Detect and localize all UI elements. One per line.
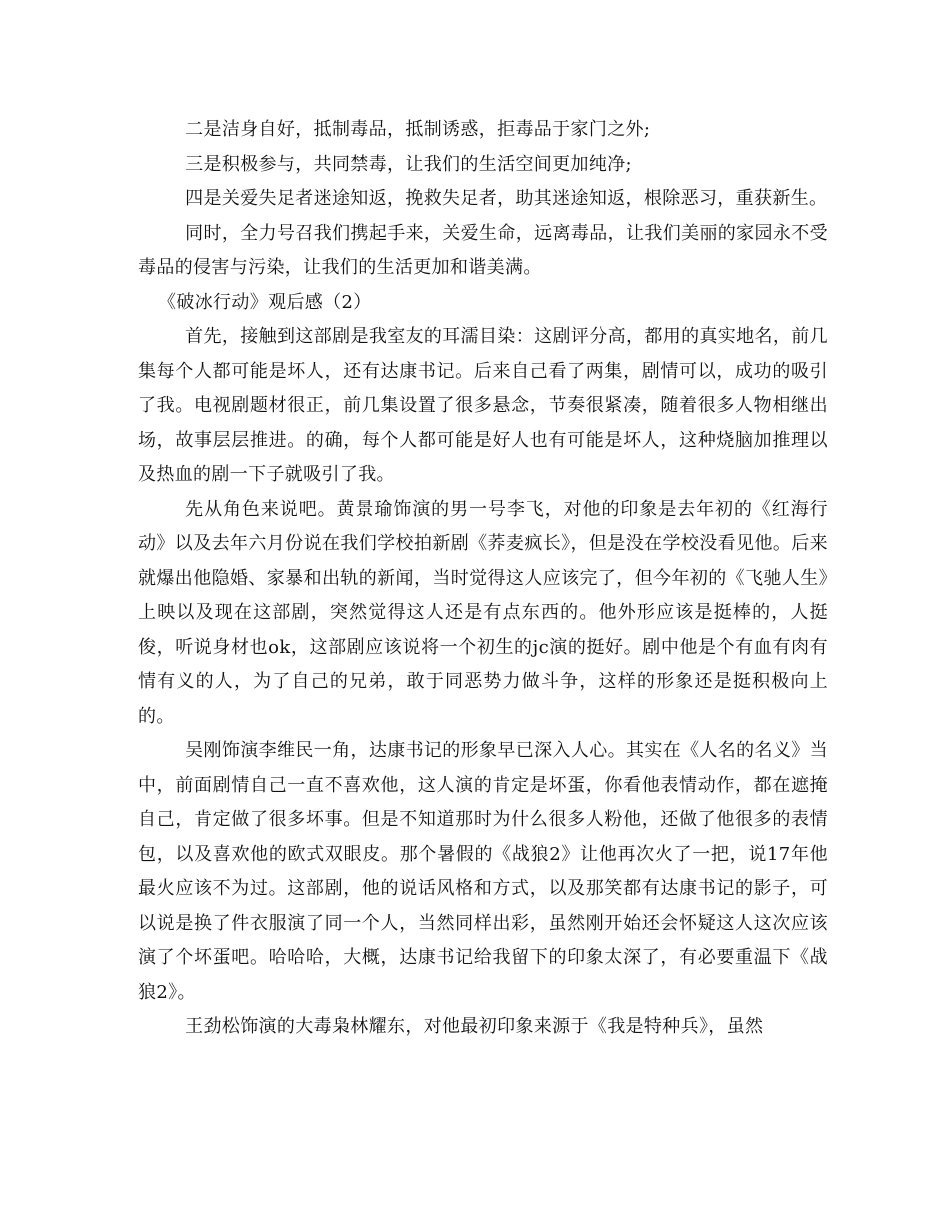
paragraph-li-weimin: 吴刚饰演李维民一角，达康书记的形象早已深入人心。其实在《人名的名义》当中，前面剧情自己一直不喜欢他，这人演的肯定是坏蛋，你看他表情动作，都在遮掩自己，肯定做了很多坏事。但是不知道那时为什么很多人粉他，还做了他很多的表情包，以及喜欢他的欧式双眼皮。那个暑假的《战狼2》让他再次火了一把，说17年他最火应该不为过。这部剧，他的说话风格和方式，以及那笑都有达康书记的影子，可以说是换了件衣服演了同一个人，当然同样出彩，虽然刚开始还会怀疑这人这次应该演了个坏蛋吧。哈哈哈，大概，达康书记给我留下的印象太深了，有必要重温下《战狼2》。 (138, 740, 828, 1003)
section-heading: 《破冰行动》观后感（2） (158, 291, 372, 313)
document-body (138, 113, 828, 1045)
paragraph-3: 三是积极参与，共同禁毒，让我们的生活空间更加纯净; (185, 153, 632, 175)
paragraph-call-to-action: 同时，全力号召我们携起手来，关爱生命，远离毒品，让我们美丽的家园永不受毒品的侵害与污染，让我们的生活更加和谐美满。 (138, 222, 828, 278)
paragraph-4: 四是关爱失足者迷途知返，挽救失足者，助其迷途知返，根除恶习，重获新生。 (185, 188, 828, 209)
paragraph-lin-yaodong: 王劲松饰演的大毒枭林耀东，对他最初印象来源于《我是特种兵》，虽然 (185, 1016, 764, 1037)
paragraph-li-fei: 先从角色来说吧。黄景瑜饰演的男一号李飞，对他的印象是去年初的《红海行动》以及去年六月份说在我们学校拍新剧《荞麦疯长》，但是没在学校没看见他。后来就爆出他隐婚、家暴和出轨的新闻，当时觉得这人应该完了，但今年初的《飞驰人生》上映以及现在这部剧，突然觉得这人还是有点东西的。他外形应该是挺棒的，人挺俊，听说身材也ok，这部剧应该说将一个初生的jc演的挺好。剧中他是个有血有肉有情有义的人，为了自己的兄弟，敢于同恶势力做斗争，这样的形象还是挺积极向上的。 (138, 498, 828, 727)
paragraph-2: 二是洁身自好，抵制毒品，抵制诱惑，拒毒品于家门之外; (185, 119, 651, 140)
paragraph-first-impression: 首先，接触到这部剧是我室友的耳濡目染：这剧评分高，都用的真实地名，前几集每个人都可能是坏人，还有达康书记。后来自己看了两集，剧情可以，成功的吸引了我。电视剧题材很正，前几集设置了很多悬念，节奏很紧凑，随着很多人物相继出场，故事层层推进。的确，每个人都可能是好人也有可能是坏人，这种烧脑加推理以及热血的剧一下子就吸引了我。 (138, 326, 828, 485)
